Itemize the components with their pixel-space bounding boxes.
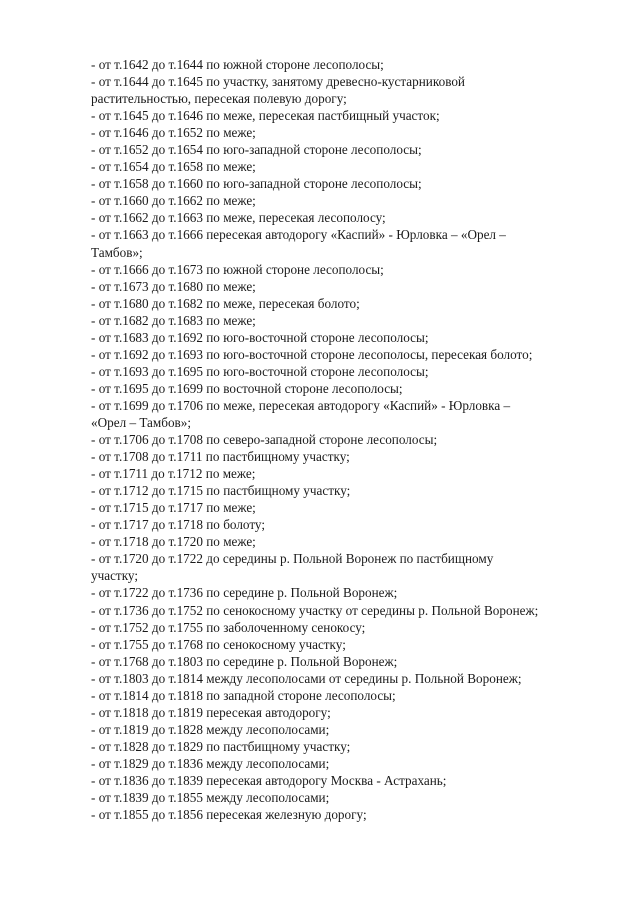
text-line: - от т.1803 до т.1814 между лесополосами от середины р. Польной Воронеж;	[91, 670, 522, 686]
text-line: - от т.1819 до т.1828 между лесополосами;	[91, 721, 330, 737]
text-line: - от т.1660 до т.1662 по меже;	[91, 193, 256, 209]
text-line: - от т.1692 до т.1693 по юго-восточной стороне лесополосы, пересекая болото;	[91, 346, 533, 362]
text-line: - от т.1673 до т.1680 по меже;	[91, 278, 256, 294]
text-line: - от т.1642 до т.1644 по южной стороне лесополосы;	[91, 57, 384, 72]
text-line: - от т.1652 до т.1654 по юго-западной стороне лесополосы;	[91, 142, 422, 158]
text-line: - от т.1752 до т.1755 по заболоченному сенокосу;	[91, 619, 366, 635]
text-line: - от т.1715 до т.1717 по меже;	[91, 500, 256, 516]
text-line: - от т.1663 до т.1666 пересекая автодорогу «Каспий» - Юрловка – «Орел –	[91, 227, 506, 243]
text-line: растительностью, пересекая полевую дорогу;	[91, 91, 347, 107]
text-line: - от т.1768 до т.1803 по середине р. Польной Воронеж;	[91, 653, 398, 669]
text-line: - от т.1645 до т.1646 по меже, пересекая пастбищный участок;	[91, 108, 440, 124]
text-line: - от т.1680 до т.1682 по меже, пересекая болото;	[91, 295, 360, 311]
text-line: - от т.1693 до т.1695 по юго-восточной стороне лесополосы;	[91, 363, 429, 379]
text-line: - от т.1682 до т.1683 по меже;	[91, 312, 256, 328]
text-line: - от т.1836 до т.1839 пересекая автодорогу Москва - Астрахань;	[91, 772, 447, 788]
text-line: - от т.1839 до т.1855 между лесополосами;	[91, 790, 330, 806]
text-line: - от т.1658 до т.1660 по юго-западной стороне лесополосы;	[91, 176, 422, 192]
text-line: - от т.1828 до т.1829 по пастбищному участку;	[91, 738, 351, 754]
text-line: - от т.1717 до т.1718 по болоту;	[91, 517, 265, 533]
text-line: - от т.1683 до т.1692 по юго-восточной стороне лесополосы;	[91, 329, 429, 345]
text-line: - от т.1722 до т.1736 по середине р. Польной Воронеж;	[91, 585, 398, 601]
text-line: - от т.1855 до т.1856 пересекая железную дорогу;	[91, 807, 367, 823]
text-line: - от т.1736 до т.1752 по сенокосному участку от середины р. Польной Воронеж;	[91, 602, 539, 618]
text-line: - от т.1666 до т.1673 по южной стороне лесополосы;	[91, 261, 384, 277]
text-line: «Орел – Тамбов»;	[91, 414, 192, 430]
text-line: - от т.1712 до т.1715 по пастбищному участку;	[91, 483, 351, 499]
text-line: - от т.1644 до т.1645 по участку, занятому древесно-кустарниковой	[91, 74, 465, 90]
text-line: участку;	[91, 568, 138, 584]
text-line: - от т.1720 до т.1722 до середины р. Польной Воронеж по пастбищному	[91, 551, 494, 567]
text-line: Тамбов»;	[91, 244, 143, 260]
text-line: - от т.1711 до т.1712 по меже;	[91, 466, 256, 482]
text-line: - от т.1654 до т.1658 по меже;	[91, 159, 256, 175]
boundary-description-text	[91, 56, 611, 823]
text-line: - от т.1818 до т.1819 пересекая автодорогу;	[91, 704, 331, 720]
text-line: - от т.1706 до т.1708 по северо-западной стороне лесополосы;	[91, 432, 438, 448]
text-line: - от т.1662 до т.1663 по меже, пересекая лесополосу;	[91, 210, 386, 226]
text-line: - от т.1718 до т.1720 по меже;	[91, 534, 256, 550]
text-line: - от т.1699 до т.1706 по меже, пересекая автодорогу «Каспий» - Юрловка –	[91, 397, 511, 413]
text-line: - от т.1755 до т.1768 по сенокосному участку;	[91, 636, 346, 652]
text-line: - от т.1695 до т.1699 по восточной стороне лесополосы;	[91, 380, 403, 396]
text-line: - от т.1646 до т.1652 по меже;	[91, 125, 256, 141]
text-line: - от т.1829 до т.1836 между лесополосами;	[91, 755, 330, 771]
text-line: - от т.1814 до т.1818 по западной стороне лесополосы;	[91, 687, 396, 703]
text-line: - от т.1708 до т.1711 по пастбищному участку;	[91, 449, 350, 465]
